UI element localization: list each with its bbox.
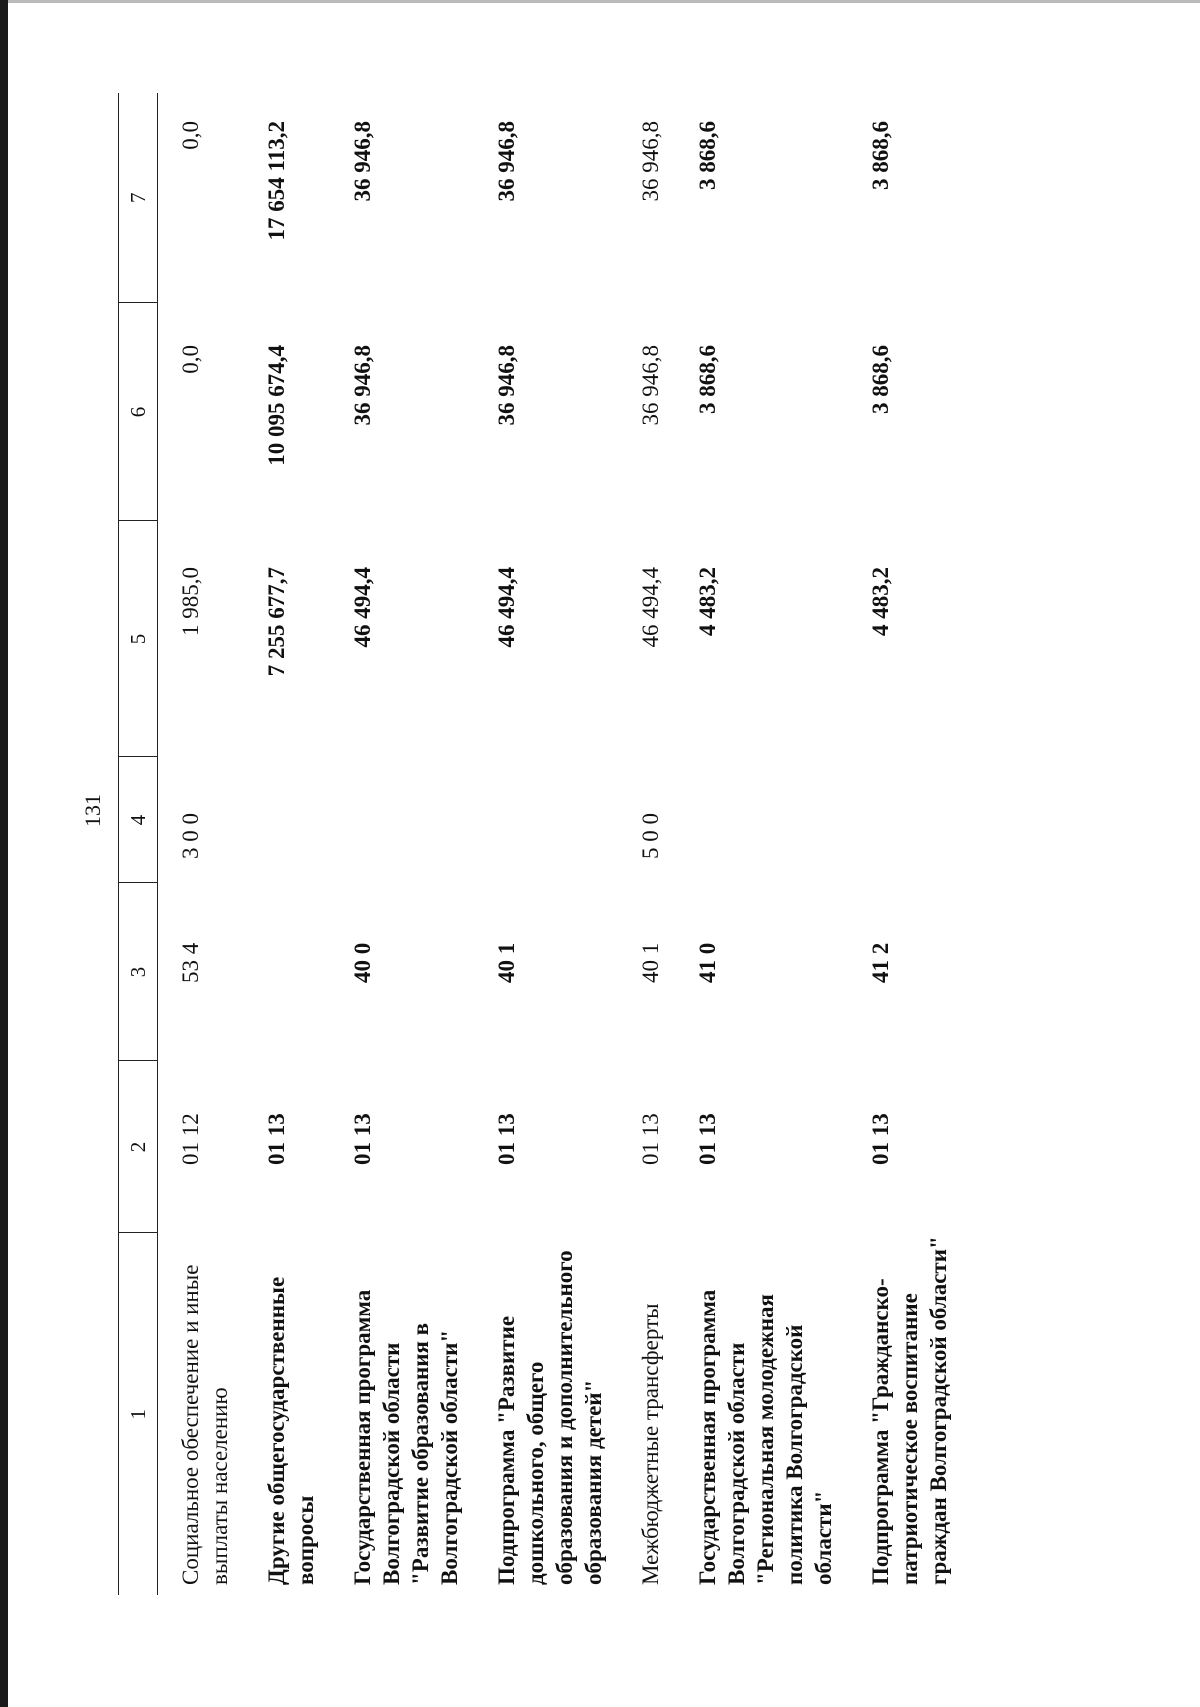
row-program-code-cell: 53 4 xyxy=(178,942,203,983)
column-header-row xyxy=(119,93,158,1595)
row-amount-col5-cell: 7 255 677,7 xyxy=(264,567,289,677)
row-amount-col5-cell: 46 494,4 xyxy=(350,567,375,648)
row-program-code-cell: 41 2 xyxy=(868,942,893,983)
row-program-code-cell: 40 1 xyxy=(638,942,663,983)
row-amount-col5-cell: 4 483,2 xyxy=(868,567,893,636)
row-expense-type-cell xyxy=(848,757,963,883)
row-amount-col5-cell: 46 494,4 xyxy=(494,567,519,648)
table-row xyxy=(474,93,618,1595)
column-header-7: 7 xyxy=(119,93,158,303)
row-amount-col7-cell: 36 946,8 xyxy=(494,121,519,202)
row-amount-col6-cell: 36 946,8 xyxy=(350,345,375,426)
row-name-cell: Другие общегосударственные вопросы xyxy=(264,1276,318,1585)
row-amount-col7-cell: 17 654 113,2 xyxy=(264,121,289,241)
column-header-2: 2 xyxy=(119,1061,158,1233)
row-section-code-cell: 01 13 xyxy=(695,1113,720,1165)
column-header-5: 5 xyxy=(119,521,158,757)
row-name-cell: Межбюджетные трансферты xyxy=(638,1303,663,1585)
row-program-code-cell: 40 0 xyxy=(350,942,375,983)
row-section-code-cell: 01 13 xyxy=(868,1113,893,1165)
row-amount-col7-cell: 36 946,8 xyxy=(638,121,663,202)
row-expense-type-cell: 3 0 0 xyxy=(178,813,203,859)
row-name-cell: Подпрограмма "Развитие дошкольного, общего образования и дополнительного образования детей" xyxy=(494,1250,606,1585)
budget-table xyxy=(118,93,963,1595)
row-expense-type-cell xyxy=(244,757,330,883)
row-amount-col5-cell: 4 483,2 xyxy=(695,567,720,636)
row-section-code-cell: 01 13 xyxy=(494,1113,519,1165)
row-section-code-cell: 01 13 xyxy=(638,1113,663,1165)
row-amount-col6-cell: 10 095 674,4 xyxy=(264,345,289,466)
row-program-code-cell xyxy=(244,883,330,1061)
row-expense-type-cell xyxy=(675,757,848,883)
row-section-code-cell: 01 13 xyxy=(350,1113,375,1165)
table-row xyxy=(330,93,474,1595)
row-name-cell: Государственная программа Волгоградской области "Региональная молодежная политика Волгоградской области" xyxy=(695,1289,836,1585)
row-amount-col6-cell: 0,0 xyxy=(178,345,203,374)
row-section-code-cell: 01 13 xyxy=(264,1113,289,1165)
row-amount-col6-cell: 3 868,6 xyxy=(695,345,720,414)
row-amount-col6-cell: 3 868,6 xyxy=(868,345,893,414)
row-program-code-cell: 40 1 xyxy=(494,942,519,983)
column-header-1: 1 xyxy=(119,1233,158,1595)
row-amount-col5-cell: 46 494,4 xyxy=(638,567,663,648)
table-row xyxy=(675,93,848,1595)
table-row xyxy=(848,93,963,1595)
row-amount-col7-cell: 0,0 xyxy=(178,121,203,150)
row-program-code-cell: 41 0 xyxy=(695,942,720,983)
row-amount-col5-cell: 1 985,0 xyxy=(178,567,203,636)
row-expense-type-cell xyxy=(330,757,474,883)
table-row xyxy=(158,93,245,1595)
row-expense-type-cell: 5 0 0 xyxy=(638,813,663,859)
row-name-cell: Государственная программа Волгоградской области "Развитие образования в Волгоградской области" xyxy=(350,1289,462,1585)
column-header-3: 3 xyxy=(119,883,158,1061)
row-amount-col7-cell: 3 868,6 xyxy=(868,121,893,190)
row-amount-col7-cell: 36 946,8 xyxy=(350,121,375,202)
table-row xyxy=(618,93,675,1595)
row-section-code-cell: 01 12 xyxy=(178,1113,203,1165)
column-header-4: 4 xyxy=(119,757,158,883)
row-expense-type-cell xyxy=(474,757,618,883)
row-name-cell: Социальное обеспечение и иные выплаты населению xyxy=(178,1264,232,1585)
table-row xyxy=(244,93,330,1595)
page-number: 131 xyxy=(80,794,105,827)
row-amount-col6-cell: 36 946,8 xyxy=(494,345,519,426)
row-name-cell: Подпрограмма "Гражданско-патриотическое воспитание граждан Волгоградской области" xyxy=(868,1236,951,1585)
row-amount-col7-cell: 3 868,6 xyxy=(695,121,720,190)
row-amount-col6-cell: 36 946,8 xyxy=(638,345,663,426)
column-header-6: 6 xyxy=(119,303,158,521)
